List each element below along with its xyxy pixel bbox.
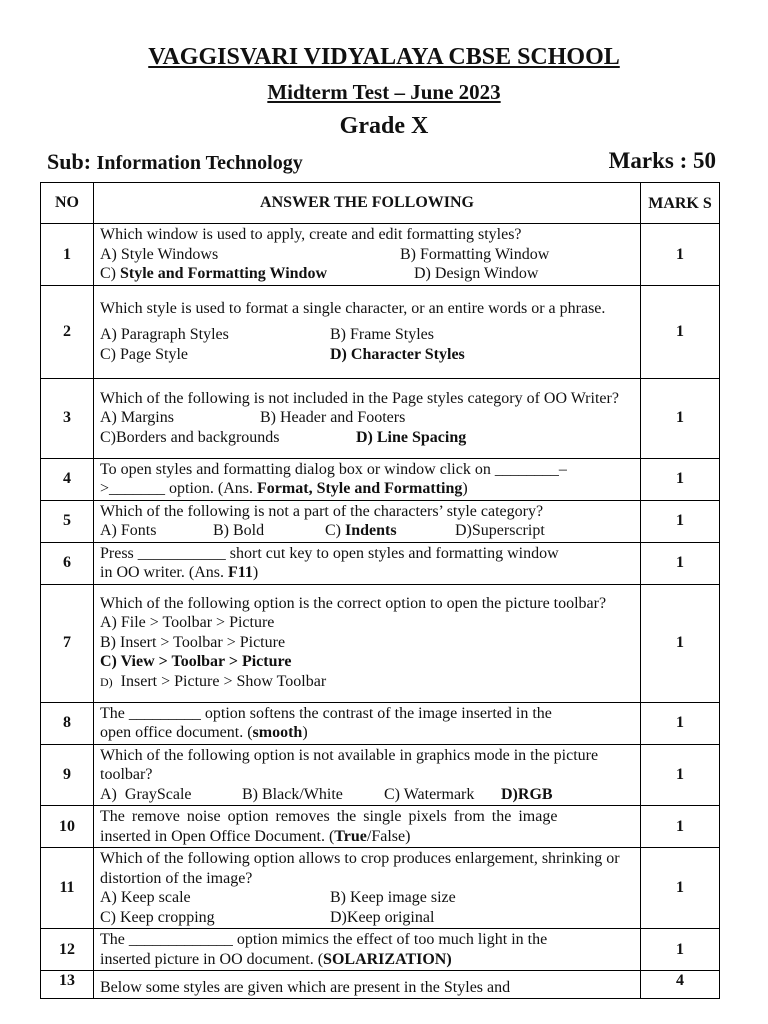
option-a: A) Margins xyxy=(100,409,174,427)
question-cell xyxy=(94,848,641,929)
question-marks: 1 xyxy=(641,702,720,744)
question-marks: 1 xyxy=(641,584,720,702)
table-row xyxy=(41,500,720,542)
question-marks: 1 xyxy=(641,378,720,458)
question-text: Which of the following option is the correct option to open the picture toolbar? xyxy=(100,594,607,612)
question-number: 2 xyxy=(41,285,94,378)
question-text: Which window is used to apply, create and edit formatting styles? xyxy=(100,226,522,243)
option-a: A) Keep scale xyxy=(100,889,191,906)
question-text: Which style is used to format a single character, or an entire words or a phrase. xyxy=(100,299,606,317)
option-d: D)Superscript xyxy=(455,522,545,539)
question-cell xyxy=(94,500,641,542)
question-cell xyxy=(94,744,641,806)
question-text-line2: inserted in Open Office Document. ( xyxy=(100,827,335,845)
answer-text: Format, Style and Formatting xyxy=(257,480,463,497)
question-text-line2: inserted picture in OO document. ( xyxy=(100,950,324,968)
question-marks: 1 xyxy=(641,500,720,542)
option-a: A) File > Toolbar > Picture xyxy=(100,614,275,632)
answer-text: smooth xyxy=(252,724,303,741)
question-marks: 4 xyxy=(641,971,720,999)
option-c-prefix: C) xyxy=(325,522,345,539)
option-d: Insert > Picture > Show Toolbar xyxy=(112,672,327,690)
question-marks: 1 xyxy=(641,285,720,378)
question-cell xyxy=(94,224,641,286)
question-text: Which of the following is not included in the Page styles category of OO Writer? xyxy=(100,389,619,407)
question-cell xyxy=(94,378,641,458)
option-b: B) Black/White xyxy=(242,785,343,803)
option-a: A) Paragraph Styles xyxy=(100,326,229,344)
question-text-line2: in OO writer. (Ans. xyxy=(100,564,228,581)
question-number: 13 xyxy=(41,971,94,999)
question-marks: 1 xyxy=(641,848,720,929)
table-row xyxy=(41,224,720,286)
question-number: 9 xyxy=(41,744,94,806)
question-cell xyxy=(94,971,641,999)
question-marks: 1 xyxy=(641,224,720,286)
option-c-answer: Indents xyxy=(345,522,397,539)
answer-text: True xyxy=(334,827,367,845)
table-row xyxy=(41,458,720,500)
option-a: A) Style Windows xyxy=(100,245,219,263)
option-a: A) Fonts xyxy=(100,522,157,539)
option-c-prefix: C) xyxy=(100,265,120,282)
table-row xyxy=(41,848,720,929)
option-c: C) Watermark xyxy=(384,785,475,803)
table-row xyxy=(41,744,720,806)
option-d-answer: D) Line Spacing xyxy=(356,428,467,446)
question-marks: 1 xyxy=(641,744,720,806)
col-header-no: NO xyxy=(41,183,94,224)
answer-close: /False) xyxy=(366,827,411,845)
question-text: Which of the following option allows to crop produces enlargement, shrinking or distortion of the image? xyxy=(100,850,620,887)
option-b: B) Keep image size xyxy=(330,889,456,906)
question-number: 11 xyxy=(41,848,94,929)
question-number: 1 xyxy=(41,224,94,286)
answer-close: ) xyxy=(302,724,308,741)
answer-text: SOLARIZATION) xyxy=(323,950,452,968)
table-row xyxy=(41,929,720,971)
question-marks: 1 xyxy=(641,806,720,848)
question-number: 10 xyxy=(41,806,94,848)
question-text: Which of the following is not a part of the characters’ style category? xyxy=(100,502,544,520)
option-b: B) Formatting Window xyxy=(400,245,550,263)
option-a: A) GrayScale xyxy=(100,785,192,803)
school-name: VAGGISVARI VIDYALAYA CBSE SCHOOL xyxy=(148,44,620,70)
option-c-answer: Style and Formatting Window xyxy=(120,265,327,282)
question-cell xyxy=(94,929,641,971)
option-d-answer: D)RGB xyxy=(501,785,553,803)
option-b: B) Frame Styles xyxy=(330,326,434,344)
table-row xyxy=(41,542,720,584)
question-text-line1: To open styles and formatting dialog box or window click on ________– xyxy=(100,460,567,478)
question-table xyxy=(40,182,720,999)
option-c: C) Keep cropping xyxy=(100,908,215,926)
option-b: B) Bold xyxy=(213,522,265,539)
question-marks: 1 xyxy=(641,458,720,500)
question-cell xyxy=(94,458,641,500)
subject-label: Sub: xyxy=(47,149,92,174)
question-marks: 1 xyxy=(641,929,720,971)
option-d: D) Design Window xyxy=(414,265,539,282)
option-d: D)Keep original xyxy=(330,908,435,926)
question-number: 8 xyxy=(41,702,94,744)
question-text-line1: Press ___________ short cut key to open styles and formatting window xyxy=(100,544,559,562)
table-row xyxy=(41,971,720,999)
option-b: B) Insert > Toolbar > Picture xyxy=(100,633,286,651)
subject-line xyxy=(47,149,303,175)
table-row xyxy=(41,584,720,702)
question-text-line1: The remove noise option removes the single pixels from the image xyxy=(100,808,558,825)
exam-title: Midterm Test – June 2023 xyxy=(267,80,501,104)
question-text: Below some styles are given which are present in the Styles and xyxy=(100,978,511,996)
question-cell xyxy=(94,285,641,378)
question-marks: 1 xyxy=(641,542,720,584)
question-text-line2: >_______ option. (Ans. xyxy=(100,480,258,497)
option-d-prefix: D) xyxy=(100,674,113,689)
question-number: 6 xyxy=(41,542,94,584)
question-text: Which of the following option is not available in graphics mode in the picture toolbar? xyxy=(100,746,599,783)
question-cell xyxy=(94,542,641,584)
option-c: C) Page Style xyxy=(100,345,188,363)
question-cell xyxy=(94,806,641,848)
question-number: 5 xyxy=(41,500,94,542)
question-number: 3 xyxy=(41,378,94,458)
answer-text: F11 xyxy=(227,564,253,581)
option-c-answer: C) View > Toolbar > Picture xyxy=(100,653,292,671)
question-number: 4 xyxy=(41,458,94,500)
answer-close: ) xyxy=(462,480,468,497)
question-number: 12 xyxy=(41,929,94,971)
table-header-row xyxy=(41,183,720,224)
question-cell xyxy=(94,584,641,702)
question-cell xyxy=(94,702,641,744)
table-row xyxy=(41,285,720,378)
question-text-line1: The _________ option softens the contrast of the image inserted in the xyxy=(100,704,552,722)
question-text-line1: The _____________ option mimics the effect of too much light in the xyxy=(100,931,548,948)
total-marks: Marks : 50 xyxy=(608,148,716,173)
table-row xyxy=(41,702,720,744)
subject-name: Information Technology xyxy=(96,152,303,174)
question-number: 7 xyxy=(41,584,94,702)
table-row xyxy=(41,806,720,848)
col-header-question: ANSWER THE FOLLOWING xyxy=(94,183,641,224)
option-b: B) Header and Footers xyxy=(260,409,406,427)
question-text-line2: open office document. ( xyxy=(100,724,253,741)
grade-label: Grade X xyxy=(339,113,429,139)
option-c: C)Borders and backgrounds xyxy=(100,428,280,446)
answer-close: ) xyxy=(252,564,259,581)
option-d-answer: D) Character Styles xyxy=(330,345,465,363)
col-header-marks: MARK S xyxy=(641,183,720,224)
table-row xyxy=(41,378,720,458)
